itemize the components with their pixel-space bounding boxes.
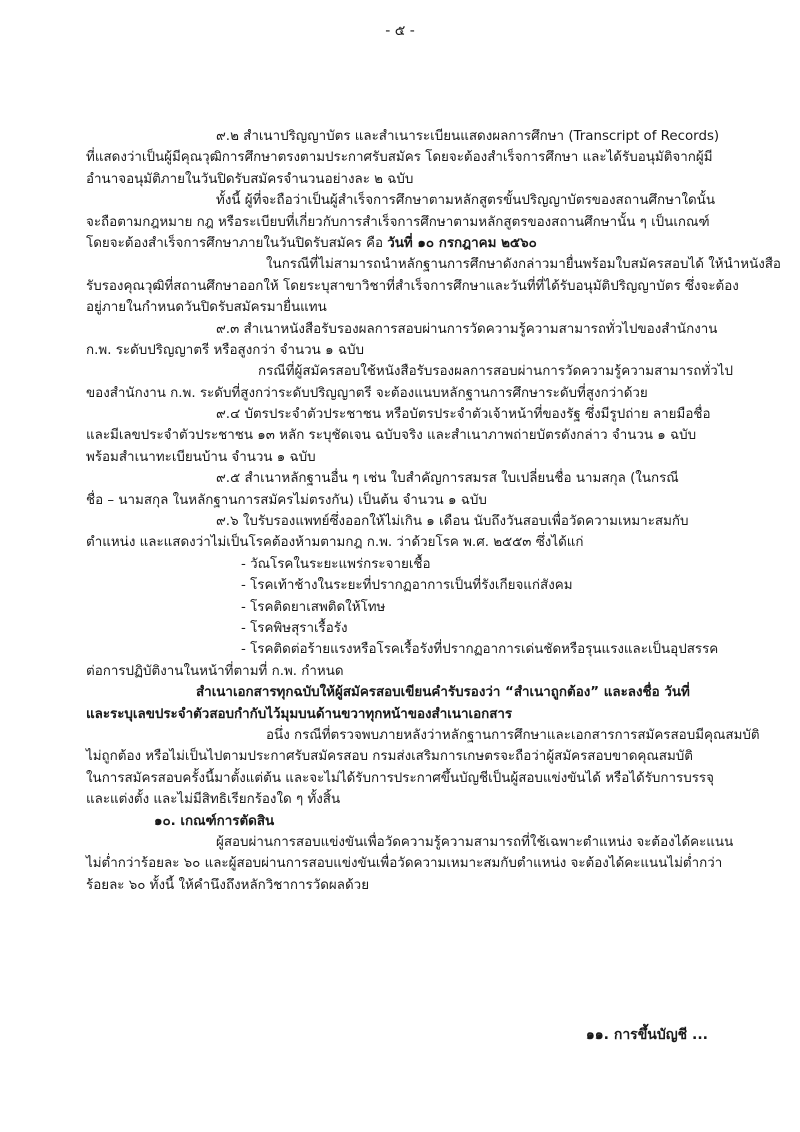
paragraph-line: ต่อการปฏิบัติงานในหน้าที่ตามที่ ก.พ. กำหนด bbox=[86, 663, 344, 679]
section-10 bbox=[86, 811, 742, 897]
deadline-date: วันที่ ๑๐ กรกฎาคม ๒๕๖๐ bbox=[387, 235, 537, 251]
paragraph-line: อนึ่ง กรณีที่ตรวจพบภายหลังว่าหลักฐานการศึกษาและเอกสารการสมัครสอบมีคุณสมบัติ bbox=[266, 727, 760, 743]
disease-list-item: - โรคติดยาเสพติดให้โทษ bbox=[241, 599, 386, 615]
disease-list-item: - โรคติดต่อร้ายแรงหรือโรคเรื้อรังที่ปรากฏอาการเด่นชัดหรือรุนแรงและเป็นอุปสรรค bbox=[241, 642, 719, 658]
section-9-3 bbox=[86, 319, 742, 405]
paragraph-line: ทั้งนี้ ผู้ที่จะถือว่าเป็นผู้สำเร็จการศึกษาตามหลักสูตรขั้นปริญญาบัตรของสถานศึกษาใดนั้น bbox=[216, 193, 715, 209]
paragraph-line: และมีเลขประจำตัวประชาชน ๑๓ หลัก ระบุชัดเจน ฉบับจริง และสำเนาภาพถ่ายบัตรดังกล่าว จำนวน ๑ ฉบับ bbox=[86, 428, 697, 444]
paragraph-line: พร้อมสำเนาทะเบียนบ้าน จำนวน ๑ ฉบับ bbox=[86, 449, 316, 465]
disease-list-item: - โรคเท้าช้างในระยะที่ปรากฏอาการเป็นที่รังเกียจแก่สังคม bbox=[241, 578, 573, 594]
continuation-marker: ๑๑. การขึ้นบัญชี ... bbox=[585, 1027, 708, 1043]
page-number: - ๕ - bbox=[385, 23, 415, 39]
paragraph-line: อำนาจอนุมัติภายในวันปิดรับสมัครจำนวนอย่างละ ๒ ฉบับ bbox=[86, 171, 414, 187]
no-evidence-note bbox=[86, 254, 781, 318]
section-9-5 bbox=[86, 468, 742, 511]
paragraph-line: ตำแหน่ง และแสดงว่าไม่เป็นโรคต้องห้ามตามกฎ ก.พ. ว่าด้วยโรค พ.ศ. ๒๕๕๓ ซึ่งได้แก่ bbox=[86, 535, 584, 551]
paragraph-line: ในการสมัครสอบครั้งนี้มาตั้งแต่ต้น และจะไม่ได้รับการประกาศขึ้นบัญชีเป็นผู้สอบแข่งขันได้ หรือได้รับการบรรจุ bbox=[86, 770, 714, 786]
paragraph-line: รับรองคุณวุฒิที่สถานศึกษาออกให้ โดยระบุสาขาวิชาที่สำเร็จการศึกษาและวันที่ที่ได้รับอนุมัติปริญญาบัตร ซึ่งจะต้อง bbox=[86, 278, 739, 294]
section-9-4 bbox=[86, 404, 742, 468]
section-heading: ๑๐. เกณฑ์การตัดสิน bbox=[154, 813, 275, 829]
paragraph-line: ในกรณีที่ไม่สามารถนำหลักฐานการศึกษาดังกล่าวมายื่นพร้อมใบสมัครสอบได้ ให้นำหนังสือ bbox=[266, 257, 781, 273]
paragraph-line: ผู้สอบผ่านการสอบแข่งขันเพื่อวัดความรู้ความสามารถที่ใช้เฉพาะตำแหน่ง จะต้องได้คะแนน bbox=[216, 834, 734, 850]
paragraph-line: ที่แสดงว่าเป็นผู้มีคุณวุฒิการศึกษาตรงตามประกาศรับสมัคร โดยจะต้องสำเร็จการศึกษา และได้รับอนุมัติจากผู้มี bbox=[86, 150, 713, 166]
paragraph-line: อยู่ภายในกำหนดวันปิดรับสมัครมายื่นแทน bbox=[86, 300, 327, 316]
section-9-2 bbox=[86, 126, 742, 190]
disease-list-item: - โรคพิษสุราเรื้อรัง bbox=[241, 620, 348, 636]
paragraph-line: กรณีที่ผู้สมัครสอบใช้หนังสือรับรองผลการสอบผ่านการวัดความรู้ความสามารถทั่วไป bbox=[258, 364, 733, 380]
disqualify-note bbox=[86, 725, 760, 811]
paragraph-line: ๙.๕ สำเนาหลักฐานอื่น ๆ เช่น ใบสำคัญการสมรส ใบเปลี่ยนชื่อ นามสกุล (ในกรณี bbox=[216, 471, 679, 487]
paragraph-line: และระบุเลขประจำตัวสอบกำกับไว้มุมบนด้านขวาทุกหน้าของสำเนาเอกสาร bbox=[86, 706, 513, 722]
paragraph-line bbox=[86, 233, 742, 254]
paragraph-line: ของสำนักงาน ก.พ. ระดับที่สูงกว่าระดับปริญญาตรี จะต้องแนบหลักฐานการศึกษาระดับที่สูงกว่าด้วย bbox=[86, 385, 648, 401]
paragraph-line: ๙.๓ สำเนาหนังสือรับรองผลการสอบผ่านการวัดความรู้ความสามารถทั่วไปของสำนักงาน bbox=[216, 321, 718, 337]
paragraph-line: และแต่งตั้ง และไม่มีสิทธิเรียกร้องใด ๆ ทั้งสิ้น bbox=[86, 792, 341, 808]
paragraph-line: ชื่อ – นามสกุล ในหลักฐานการสมัครไม่ตรงกัน) เป็นต้น จำนวน ๑ ฉบับ bbox=[86, 492, 487, 508]
paragraph-line: สำเนาเอกสารทุกฉบับให้ผู้สมัครสอบเขียนคำรับรองว่า “สำเนาถูกต้อง” และลงชื่อ วันที่ bbox=[196, 685, 690, 701]
disease-list-item: - วัณโรคในระยะแพร่กระจายเชื้อ bbox=[241, 556, 431, 572]
document-body bbox=[86, 126, 781, 896]
deadline-lead: โดยจะต้องสำเร็จการศึกษาภายในวันปิดรับสมัคร คือ bbox=[86, 235, 388, 251]
paragraph-line: ๙.๒ สำเนาปริญญาบัตร และสำเนาระเบียนแสดงผลการศึกษา (Transcript of Records) bbox=[216, 129, 720, 144]
paragraph-line: ๙.๔ บัตรประจำตัวประชาชน หรือบัตรประจำตัวเจ้าหน้าที่ของรัฐ ซึ่งมีรูปถ่าย ลายมือชื่อ bbox=[216, 407, 711, 423]
section-9-6 bbox=[86, 511, 742, 682]
paragraph-line: ๙.๖ ใบรับรองแพทย์ซึ่งออกให้ไม่เกิน ๑ เดือน นับถึงวันสอบเพื่อวัดความเหมาะสมกับ bbox=[216, 514, 689, 530]
graduation-note bbox=[86, 190, 742, 254]
paragraph-line: ไม่ถูกต้อง หรือไม่เป็นไปตามประกาศรับสมัครสอบ กรมส่งเสริมการเกษตรจะถือว่าผู้สมัครสอบขาดคุณสมบัติ bbox=[86, 749, 693, 765]
paragraph-line: ก.พ. ระดับปริญญาตรี หรือสูงกว่า จำนวน ๑ ฉบับ bbox=[86, 342, 364, 358]
paragraph-line: ร้อยละ ๖๐ ทั้งนี้ ให้คำนึงถึงหลักวิชาการวัดผลด้วย bbox=[86, 877, 370, 893]
certify-note bbox=[86, 682, 742, 725]
paragraph-line: จะถือตามกฎหมาย กฎ หรือระเบียบที่เกี่ยวกับการสำเร็จการศึกษาตามหลักสูตรของสถานศึกษานั้น ๆ เป็นเกณฑ์ bbox=[86, 214, 710, 230]
paragraph-line: ไม่ต่ำกว่าร้อยละ ๖๐ และผู้สอบผ่านการสอบแข่งขันเพื่อวัดความเหมาะสมกับตำแหน่ง จะต้องได้คะแนนไม่ต่ำกว่า bbox=[86, 856, 723, 872]
